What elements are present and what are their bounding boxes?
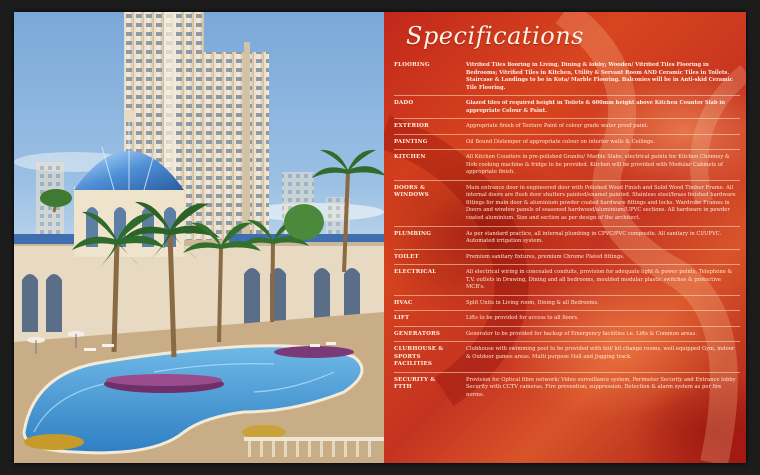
spec-label: ELECTRICAL	[394, 269, 437, 276]
spec-text: Premium sanitary fixtures, premium Chrome Plated fittings.	[466, 253, 625, 260]
spec-text: Vitrified Tiles flooring in Living, Dining & lobby; Wooden/ Vitrified Tiles Flooring in Bedrooms; Vitrified Tiles in Kitchen, Utility & Servant Room AND Ceramic Tiles in Toilets. Staircase & Landings to be in Kota/ Marble Flooring. Balconies will be in Anti-skid Ceramic Tile Flooring.	[466, 62, 733, 91]
spec-label: DOORS & WINDOWS	[394, 184, 429, 199]
spec-label: TOILET	[394, 253, 419, 260]
spec-label: LIFT	[394, 315, 410, 322]
spec-label: FLOORING	[394, 62, 430, 68]
spec-row-doors-windows	[394, 180, 740, 226]
spec-text: Oil Bound Distemper of appropriate colour on interior walls & Ceilings.	[466, 138, 655, 145]
spec-row-lift	[394, 311, 740, 327]
rendering-illustration	[14, 12, 384, 463]
specifications-panel	[384, 12, 746, 463]
spec-label: KITCHEN	[394, 154, 426, 161]
spec-row-dado	[394, 96, 740, 119]
spec-label: PLUMBING	[394, 230, 432, 237]
spec-label: GENERATORS	[394, 330, 441, 337]
spec-text: All electrical wiring in concealed conduits, provision for adequate light & power points, Telephone & T.V. outlets in Drawing, Dining and all bedrooms, moulded modular plastic switches & protective MCB's.	[466, 269, 733, 291]
spec-row-hvac	[394, 295, 740, 311]
spec-row-kitchen	[394, 150, 740, 181]
spec-row-painting	[394, 134, 740, 150]
spec-row-security	[394, 372, 740, 402]
spec-text: All Kitchen Counters in pre-polished Granite/ Marble Slabs, electrical points for Kitchen Chimney & Hob cooking machine & fridge to be provided. Kitchen will be provided with Modular Cabinets of appropriate finish.	[466, 154, 730, 176]
spec-text: As per standard practice, all internal plumbing in CPVC/PVC composite. All sanitary in CI/UPVC. Automated irrigation system.	[466, 230, 722, 245]
spec-label: EXTERIOR	[394, 123, 429, 130]
spec-row-clubhouse	[394, 342, 740, 372]
spec-label: HVAC	[394, 299, 413, 306]
spec-row-flooring	[394, 58, 740, 96]
spec-row-toilet	[394, 249, 740, 265]
spec-row-electrical	[394, 265, 740, 296]
spec-text: Split Units in Living room, Dining & all Bedrooms.	[466, 299, 599, 306]
page-title: Specifications	[406, 22, 584, 50]
spec-label: DADO	[394, 100, 414, 107]
spec-row-plumbing	[394, 226, 740, 249]
spec-row-generators	[394, 326, 740, 342]
spec-text: Main entrance door in engineered door with Polished Wood Finish and Solid Wood Timber Frame. All internal doors are flush door shutters painted/enamel painted. Stainless steel/brass finished hardware fittings for main door & aluminium powder coated hardware fittings and locks. Wardrobe Frames in Doors and window panels of seasoned hardwood/aluminium/UPVC sections. All hardware in powder coated aluminium. Size and section as per design of the architect.	[466, 184, 736, 221]
spec-text: Provision for Optical fibre network/ Video surveillance system, Perimeter Security and Entrance lobby Security with CCTV cameras. Fire prevention, suppression. Detection & alarm system as per fire norms.	[466, 376, 736, 398]
spec-label: CLUBHOUSE & SPORTS FACILITIES	[394, 346, 444, 368]
specifications-table	[394, 58, 740, 402]
spec-text: Clubhouse with swimming pool to be provided with kid/ kit change rooms, well equipped Gym, indoor & Outdoor games areas. Multi purpose Hall and Jogging track.	[466, 346, 735, 360]
spec-label: PAINTING	[394, 138, 428, 145]
spec-text: Lifts to be provided for access to all floors.	[466, 315, 579, 322]
brochure-spread	[14, 12, 746, 463]
project-rendering-image	[14, 12, 384, 463]
spec-text: Appropriate finish of Texture Paint of colour grade water proof paint.	[466, 123, 649, 130]
spec-row-exterior	[394, 119, 740, 135]
spec-label: SECURITY & FTTH	[394, 376, 436, 390]
spec-text: Generator to be provided for backup of Emergency facilities i.e. Lifts & Common areas.	[466, 330, 697, 337]
spec-text: Glazed tiles of required height in Toilets & 600mm height above Kitchen Counter Slab in appropriate Colour & Paint.	[466, 100, 726, 114]
